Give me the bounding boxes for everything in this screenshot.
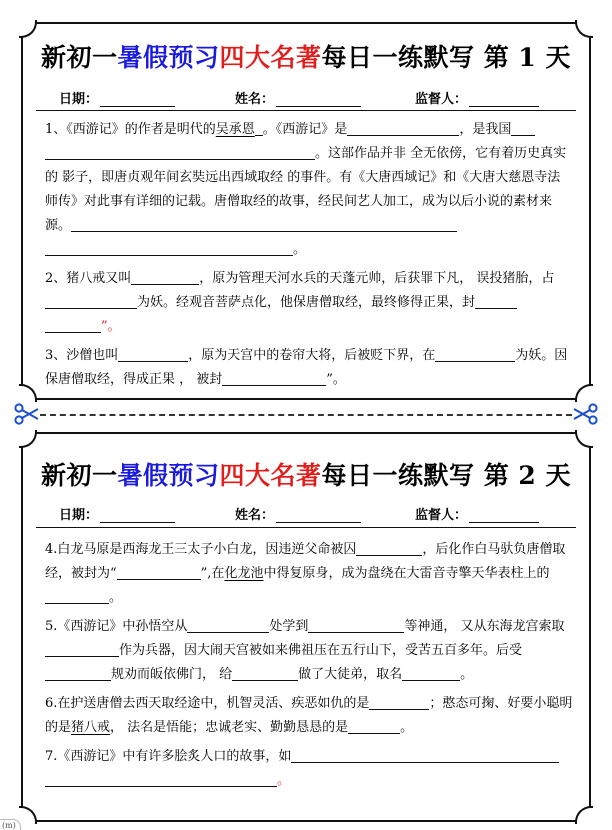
corner-decoration (575, 806, 593, 824)
answer-blank[interactable] (117, 564, 201, 580)
answer-blank[interactable] (118, 346, 188, 362)
question-7: 7.《西游记》中有许多脍炙人口的故事，如 。 (45, 745, 573, 793)
worksheet-day-1 (21, 22, 591, 400)
answer-blank[interactable] (511, 120, 535, 136)
question-1: 1、《西游记》的作者是明代的吴承恩 。《西游记》是 ，是我国。这部作品并非 全无依傍，它有着历史真实的 影子，即唐贞观年间玄奘远出西域取经 的事件。有《大唐西域记》和《大唐大慈恩寺法师传》对此事有详细的记载。唐僧取经的故事，经民间艺人加工，成为以后小说的素材来 源。 。 (45, 122, 567, 257)
answer-place: 化龙池 (224, 566, 264, 581)
cut-line (40, 414, 572, 416)
name-label: 姓名： (235, 92, 275, 107)
date-blank[interactable] (100, 509, 175, 523)
corner-decoration (19, 20, 37, 38)
answer-blank[interactable] (45, 665, 111, 681)
answer-blank[interactable] (232, 665, 298, 681)
question-5: 5.《西游记》中孙悟空从 处学到 等神通， 又从东海龙宫索取作为兵器，因大闹天宫被如来佛祖压在五行山下，受苦五百多年。后受规劝而皈依佛门， 给 做了大徒弟，取名 。 (45, 619, 565, 682)
name-blank[interactable] (276, 93, 361, 107)
supervisor-label: 监督人： (415, 92, 468, 107)
question-4: 4.白龙马原是西海龙王三太子小白龙，因违逆父命被囚 ，后化作白马驮负唐僧取经，被封为“ ”,在化龙池中得复原身，成为盘绕在大雷音寺擎天华表柱上的。 (45, 542, 566, 605)
answer-blank[interactable] (348, 718, 400, 734)
worksheet-day-2 (21, 432, 591, 822)
corner-decoration (575, 384, 593, 402)
answer-blank[interactable] (45, 240, 293, 256)
date-label: 日期： (59, 92, 99, 107)
answer-blank[interactable] (45, 317, 101, 333)
question-list (45, 538, 573, 798)
title-part: 每日一练默写 第 1 天 (321, 43, 572, 72)
title-part: 新初一 (40, 461, 118, 490)
answer-blank[interactable] (45, 588, 109, 604)
corner-decoration (19, 384, 37, 402)
answer-blank[interactable] (475, 293, 517, 309)
title-part: 新初一 (40, 43, 118, 72)
corner-decoration (575, 20, 593, 38)
date-blank[interactable] (100, 93, 175, 107)
name-field[interactable] (235, 504, 361, 523)
answer-blank[interactable] (435, 346, 515, 362)
title-part-blue: 暑假预习 (117, 461, 220, 490)
footnote: (m) (0, 819, 21, 830)
date-field[interactable] (59, 88, 175, 107)
scissors-icon (572, 403, 598, 425)
corner-decoration (19, 430, 37, 448)
answer-author: 吴承恩 (215, 122, 255, 137)
answer-blank[interactable] (308, 617, 404, 633)
supervisor-field[interactable] (415, 504, 539, 523)
answer-blank[interactable] (255, 120, 263, 136)
date-field[interactable] (59, 504, 175, 523)
answer-blank[interactable] (71, 216, 457, 232)
corner-decoration (19, 806, 37, 824)
answer-blank[interactable] (45, 771, 277, 787)
date-label: 日期： (59, 508, 99, 523)
supervisor-blank[interactable] (469, 509, 539, 523)
closing-mark: 。 (277, 773, 291, 788)
scissors-icon (14, 403, 40, 425)
answer-blank[interactable] (369, 694, 429, 710)
name-field[interactable] (235, 88, 361, 107)
closing-quote: ”。 (101, 319, 121, 334)
answer-blank[interactable] (45, 641, 119, 657)
name-blank[interactable] (276, 509, 361, 523)
page-title (23, 456, 589, 492)
page-title (23, 38, 589, 74)
supervisor-field[interactable] (415, 88, 539, 107)
title-part: 每日一练默写 第 2 天 (321, 461, 572, 490)
title-part-blue: 暑假预习 (117, 43, 220, 72)
answer-blank[interactable] (347, 120, 459, 136)
corner-decoration (575, 430, 593, 448)
answer-blank[interactable] (45, 144, 315, 160)
answer-blank[interactable] (131, 269, 199, 285)
divider-line (36, 110, 576, 111)
question-list (45, 118, 573, 397)
supervisor-blank[interactable] (469, 93, 539, 107)
divider-line (36, 527, 576, 528)
question-6: 6.在护送唐僧去西天取经途中，机智灵活、疾恶如仇的是 ；憨态可掬、好要小聪明的是猪八戒， 法名是悟能；忠诚老实、勤勤恳恳的是 。 (45, 696, 573, 735)
question-3: 3、沙僧也叫 ，原为天宫中的卷帘大将，后被贬下界，在 为妖。因保唐僧取经，得成正果 ， 被封 ”。 (45, 348, 568, 387)
answer-blank[interactable] (187, 617, 269, 633)
answer-blank[interactable] (402, 665, 460, 681)
title-part-red: 四大名著 (219, 461, 322, 490)
name-label: 姓名： (235, 508, 275, 523)
question-2: 2、猪八戒又叫 ，原为管理天河水兵的天蓬元帅，后获罪下凡， 误投猪胎，占为妖。经观音菩萨点化，他保唐僧取经，最终修得正果，封 ”。 (45, 271, 555, 334)
answer-blank[interactable] (356, 540, 422, 556)
answer-blank[interactable] (222, 370, 326, 386)
supervisor-label: 监督人： (415, 508, 468, 523)
answer-name: 猪八戒 (71, 720, 111, 735)
answer-blank[interactable] (291, 747, 559, 763)
answer-blank[interactable] (45, 293, 137, 309)
title-part-red: 四大名著 (219, 43, 322, 72)
